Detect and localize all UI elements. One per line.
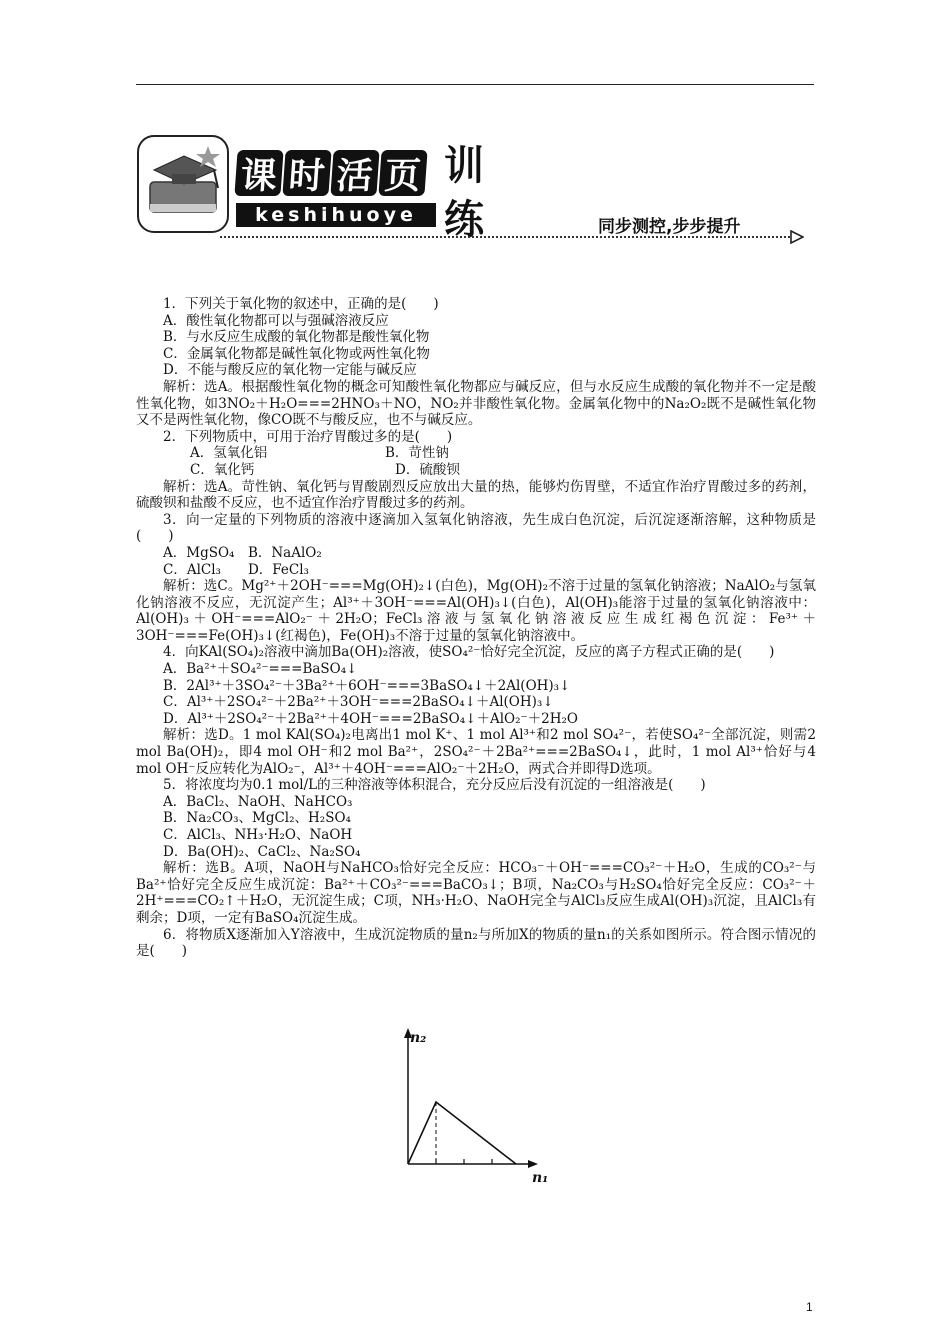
banner-title-char: 页 (378, 150, 427, 196)
question-option: A．BaCl₂、NaOH、NaHCO₃ (163, 793, 353, 810)
question-option-row (136, 462, 816, 479)
header-rule (136, 84, 814, 85)
question-option: C．AlCl₃ D．FeCl₃ (163, 561, 309, 578)
graph-curve (408, 1102, 516, 1164)
graduation-book-icon (136, 132, 232, 236)
question-option: B．2Al³⁺＋3SO₄²⁻＋3Ba²⁺＋6OH⁻===3BaSO₄↓＋2Al(OH)₃↓ (163, 677, 571, 694)
banner-title-tail: 练 (444, 197, 484, 243)
question-analysis: 解析：选B。A项，NaOH与NaHCO₃恰好完全反应：HCO₃⁻＋OH⁻===CO₃²⁻＋H₂O，生成的CO₃²⁻与Ba²⁺恰好完全反应生成沉淀：Ba²⁺＋CO₃²⁻===BaCO₃↓；B项，Na₂CO₃与H₂SO₄恰好完全反应：CO₃²⁻＋2H⁺===CO₂↑＋H₂O，无沉淀生成；C项，NH₃·H₂O、NaOH完全与AlCl₃反应生成Al(OH)₃沉淀，且AlCl₃有剩余；D项，一定有BaSO₄沉淀生成。 (136, 860, 816, 926)
question-option: A．酸性氧化物都可以与强碱溶液反应 (163, 312, 389, 329)
dotted-divider (220, 236, 790, 238)
question-stem: 1．下列关于氧化物的叙述中，正确的是( ) (163, 296, 439, 312)
question-option: A．Ba²⁺＋SO₄²⁻===BaSO₄↓ (163, 661, 358, 678)
question-option: C．AlCl₃、NH₃·H₂O、NaOH (163, 827, 353, 843)
page-number: 1 (806, 1300, 813, 1314)
banner-title-tail: 训 (444, 143, 484, 189)
graph-y-label: n₂ (410, 1030, 427, 1046)
graph-x-arrow (528, 1160, 538, 1168)
question-stem: 2．下列物质中，可用于治疗胃酸过多的是( ) (163, 428, 453, 445)
banner-latin: keshihuoye (236, 203, 436, 227)
question-option: B．与水反应生成酸的氧化物都是酸性氧化物 (163, 329, 430, 346)
question-stem: 4．向KAl(SO₄)₂溶液中滴加Ba(OH)₂溶液，使SO₄²⁻恰好完全沉淀，反应的离子方程式正确的是( ) (163, 644, 775, 661)
question-option: C．Al³⁺＋2SO₄²⁻＋2Ba²⁺＋3OH⁻===2BaSO₄↓＋Al(OH)₃↓ (163, 694, 554, 711)
question-option: B．Na₂CO₃、MgCl₂、H₂SO₄ (163, 810, 351, 827)
question-option: A．MgSO₄ B．NaAlO₂ (163, 544, 322, 561)
question-option: D．Ba(OH)₂、CaCl₂、Na₂SO₄ (163, 843, 361, 860)
question-option: C．金属氧化物都是碱性氧化物或两性氧化物 (163, 345, 430, 362)
question-option: A．氢氧化铝 (190, 445, 268, 462)
question-analysis: 解析：选C。Mg²⁺＋2OH⁻===Mg(OH)₂↓(白色)，Mg(OH)₂不溶于过量的氢氧化钠溶液；NaAlO₂与氢氧化钠溶液不反应，无沉淀产生；Al³⁺＋3OH⁻===Al(OH)₃↓(白色)，Al(OH)₃能溶于过量的氢氧化钠溶液中：Al(OH)₃＋OH⁻===AlO₂⁻＋2H₂O；FeCl₃溶液与氢氧化钠溶液反应生成红褐色沉淀：Fe³⁺＋3OH⁻===Fe(OH)₃↓(红褐色)，Fe(OH)₃不溶于过量的氢氧化钠溶液中。 (136, 578, 816, 644)
banner-title-char: 课 (234, 150, 283, 196)
question-stem: 6．将物质X逐渐加入Y溶液中，生成沉淀物质的量n₂与所加X的物质的量n₁的关系如图所示。符合图示情况的是( ) (136, 926, 816, 960)
question-stem: 5．将浓度均为0.1 mol/L的三种溶液等体积混合，充分反应后没有沉淀的一组溶液是( ) (163, 777, 706, 794)
question-analysis: 解析：选A。根据酸性氧化物的概念可知酸性氧化物都应与碱反应，但与水反应生成酸的氧化物并不一定是酸性氧化物，如3NO₂＋H₂O===2HNO₃＋NO，NO₂并非酸性氧化物。金属氧化物中的Na₂O₂既不是碱性氧化物又不是两性氧化物，像CO既不与酸反应，也不与碱反应。 (136, 378, 816, 429)
banner-title (236, 150, 426, 196)
question-option: D．硫酸钡 (395, 461, 460, 478)
question-analysis: 解析：选D。1 mol KAl(SO₄)₂电离出1 mol K⁺、1 mol Al³⁺和2 mol SO₄²⁻，若使SO₄²⁻全部沉淀，则需2 mol Ba(OH)₂，即4 mol OH⁻和2 mol Ba²⁺，2SO₄²⁻＋2Ba²⁺===2BaSO₄↓，此时，1 mol Al³⁺恰好与4 mol OH⁻反应转化为AlO₂⁻，Al³⁺＋4OH⁻===AlO₂⁻＋2H₂O，两式合并即得D选项。 (136, 727, 816, 777)
question-stem: 3．向一定量的下列物质的溶液中逐滴加入氢氧化钠溶液，先生成白色沉淀，后沉淀逐渐溶解，这种物质是( ) (136, 511, 816, 545)
question-analysis: 解析：选A。苛性钠、氧化钙与胃酸剧烈反应放出大量的热，能够灼伤胃壁，不适宜作治疗胃酸过多的药剂，硫酸钡和盐酸不反应，也不适宜作治疗胃酸过多的药剂。 (136, 478, 816, 512)
question-list (136, 296, 816, 960)
question-option: D．Al³⁺＋2SO₄²⁻＋2Ba²⁺＋4OH⁻===2BaSO₄↓＋AlO₂⁻＋2H₂O (163, 710, 578, 727)
banner-title-char: 活 (330, 150, 379, 196)
section-banner (136, 132, 816, 244)
banner-slogan: 同步测控,步步提升 (598, 217, 741, 237)
banner-title-char: 时 (282, 150, 331, 196)
question-option: C．氧化钙 (190, 461, 255, 478)
graph-x-label: n₁ (532, 1170, 549, 1186)
precipitate-graph (396, 1020, 566, 1190)
arrow-right-icon (790, 230, 804, 244)
question-option: D．不能与酸反应的氧化物一定能与碱反应 (163, 362, 417, 379)
question-option-row (136, 445, 816, 462)
question-option: B．苛性钠 (385, 445, 449, 462)
